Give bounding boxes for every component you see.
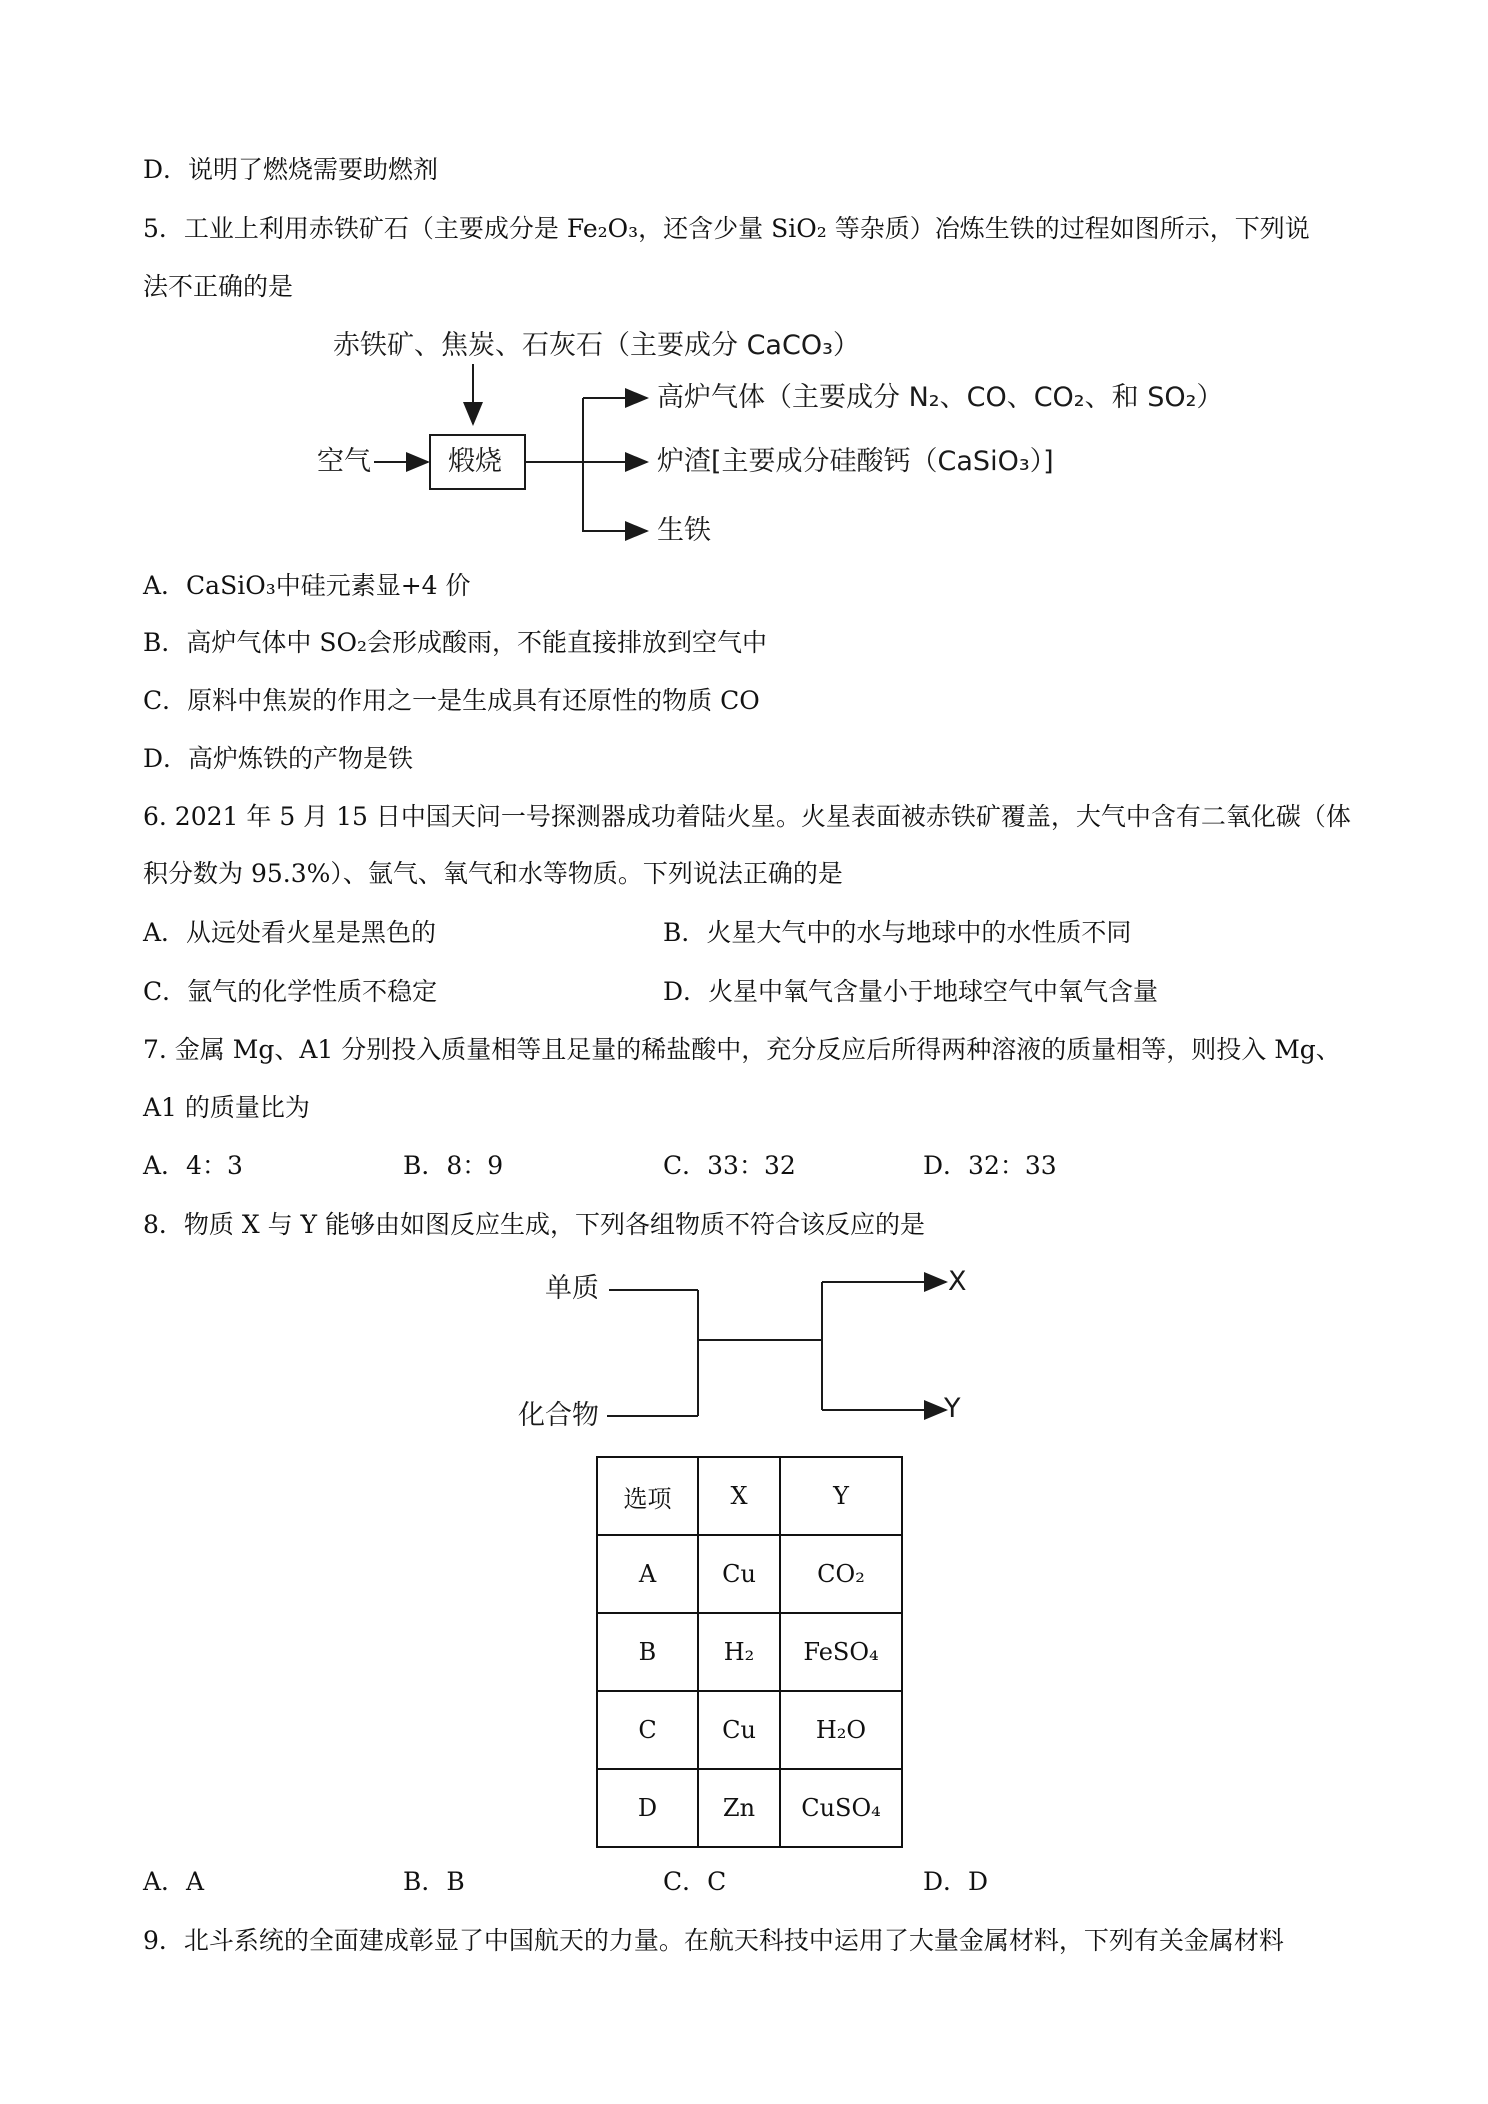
q7-option-a: A．4：3 (143, 1151, 243, 1180)
q6-option-a: A．从远处看火星是黑色的 (143, 918, 437, 947)
q8-option-b: B．B (403, 1867, 465, 1896)
table-row (597, 1535, 902, 1613)
q8-option-a: A．A (143, 1867, 205, 1896)
table-header-row (597, 1457, 902, 1535)
q7-option-d: D．32：33 (923, 1151, 1057, 1180)
table-cell: CuSO₄ (780, 1769, 902, 1847)
table-cell: FeSO₄ (780, 1613, 902, 1691)
table-cell: D (597, 1769, 698, 1847)
flow-output-gas: 高炉气体（主要成分 N₂、CO、CO₂、和 SO₂） (657, 382, 1224, 413)
q7-stem-line-1: 7. 金属 Mg、A1 分别投入质量相等且足量的稀盐酸中，充分反应后所得两种溶液的质量相等，则投入 Mg、 (143, 1035, 1341, 1064)
q8-options-table (596, 1456, 903, 1848)
reaction-compound-input: 化合物 (518, 1400, 599, 1431)
table-cell: Cu (698, 1535, 780, 1613)
table-cell: H₂ (698, 1613, 780, 1691)
reaction-output-x: X (948, 1266, 967, 1297)
q8-option-c: C．C (663, 1867, 727, 1896)
table-cell: B (597, 1613, 698, 1691)
flow-air-input: 空气 (317, 446, 371, 477)
table-header-cell: X (698, 1457, 780, 1535)
flow-output-slag: 炉渣[主要成分硅酸钙（CaSiO₃）] (657, 446, 1054, 477)
q6-option-b: B．火星大气中的水与地球中的水性质不同 (663, 918, 1132, 947)
q8-option-d: D．D (923, 1867, 989, 1896)
table-cell: H₂O (780, 1691, 902, 1769)
table-header-cell: 选项 (597, 1457, 698, 1535)
q7-option-c: C．33：32 (663, 1151, 796, 1180)
table-header-cell: Y (780, 1457, 902, 1535)
flow-process-box: 煅烧 (448, 446, 502, 477)
q5-stem-line-2: 法不正确的是 (143, 272, 294, 301)
q7-stem-line-2: A1 的质量比为 (143, 1093, 310, 1122)
q5-option-c: C．原料中焦炭的作用之一是生成具有还原性的物质 CO (143, 686, 760, 715)
table-cell: C (597, 1691, 698, 1769)
q6-stem-line-1: 6. 2021 年 5 月 15 日中国天问一号探测器成功着陆火星。火星表面被赤铁矿覆盖，大气中含有二氧化碳（体 (143, 802, 1351, 831)
q7-option-b: B．8：9 (403, 1151, 504, 1180)
reaction-element-input: 单质 (545, 1273, 599, 1304)
table-row (597, 1769, 902, 1847)
q8-stem: 8．物质 X 与 Y 能够由如图反应生成，下列各组物质不符合该反应的是 (143, 1210, 925, 1239)
q4-option-d: D．说明了燃烧需要助燃剂 (143, 155, 439, 184)
q5-option-a: A．CaSiO₃中硅元素显+4 价 (143, 571, 471, 600)
q5-option-b: B．高炉气体中 SO₂会形成酸雨，不能直接排放到空气中 (143, 628, 767, 657)
q5-stem-line-1: 5．工业上利用赤铁矿石（主要成分是 Fe₂O₃，还含少量 SiO₂ 等杂质）冶炼生铁的过程如图所示，下列说 (143, 214, 1310, 243)
table-cell: CO₂ (780, 1535, 902, 1613)
table-cell: Cu (698, 1691, 780, 1769)
table-row (597, 1691, 902, 1769)
reaction-output-y: Y (944, 1393, 961, 1424)
q6-option-c: C．氩气的化学性质不稳定 (143, 977, 438, 1006)
table-row (597, 1613, 902, 1691)
q6-option-d: D．火星中氧气含量小于地球空气中氧气含量 (663, 977, 1159, 1006)
table-cell: A (597, 1535, 698, 1613)
table-cell: Zn (698, 1769, 780, 1847)
flow-raw-materials: 赤铁矿、焦炭、石灰石（主要成分 CaCO₃） (333, 330, 860, 361)
q5-option-d: D．高炉炼铁的产物是铁 (143, 744, 414, 773)
q9-stem: 9．北斗系统的全面建成彰显了中国航天的力量。在航天科技中运用了大量金属材料，下列有关金属材料 (143, 1926, 1284, 1955)
q6-stem-line-2: 积分数为 95.3%）、氩气、氧气和水等物质。下列说法正确的是 (143, 859, 843, 888)
flow-output-iron: 生铁 (657, 515, 711, 546)
